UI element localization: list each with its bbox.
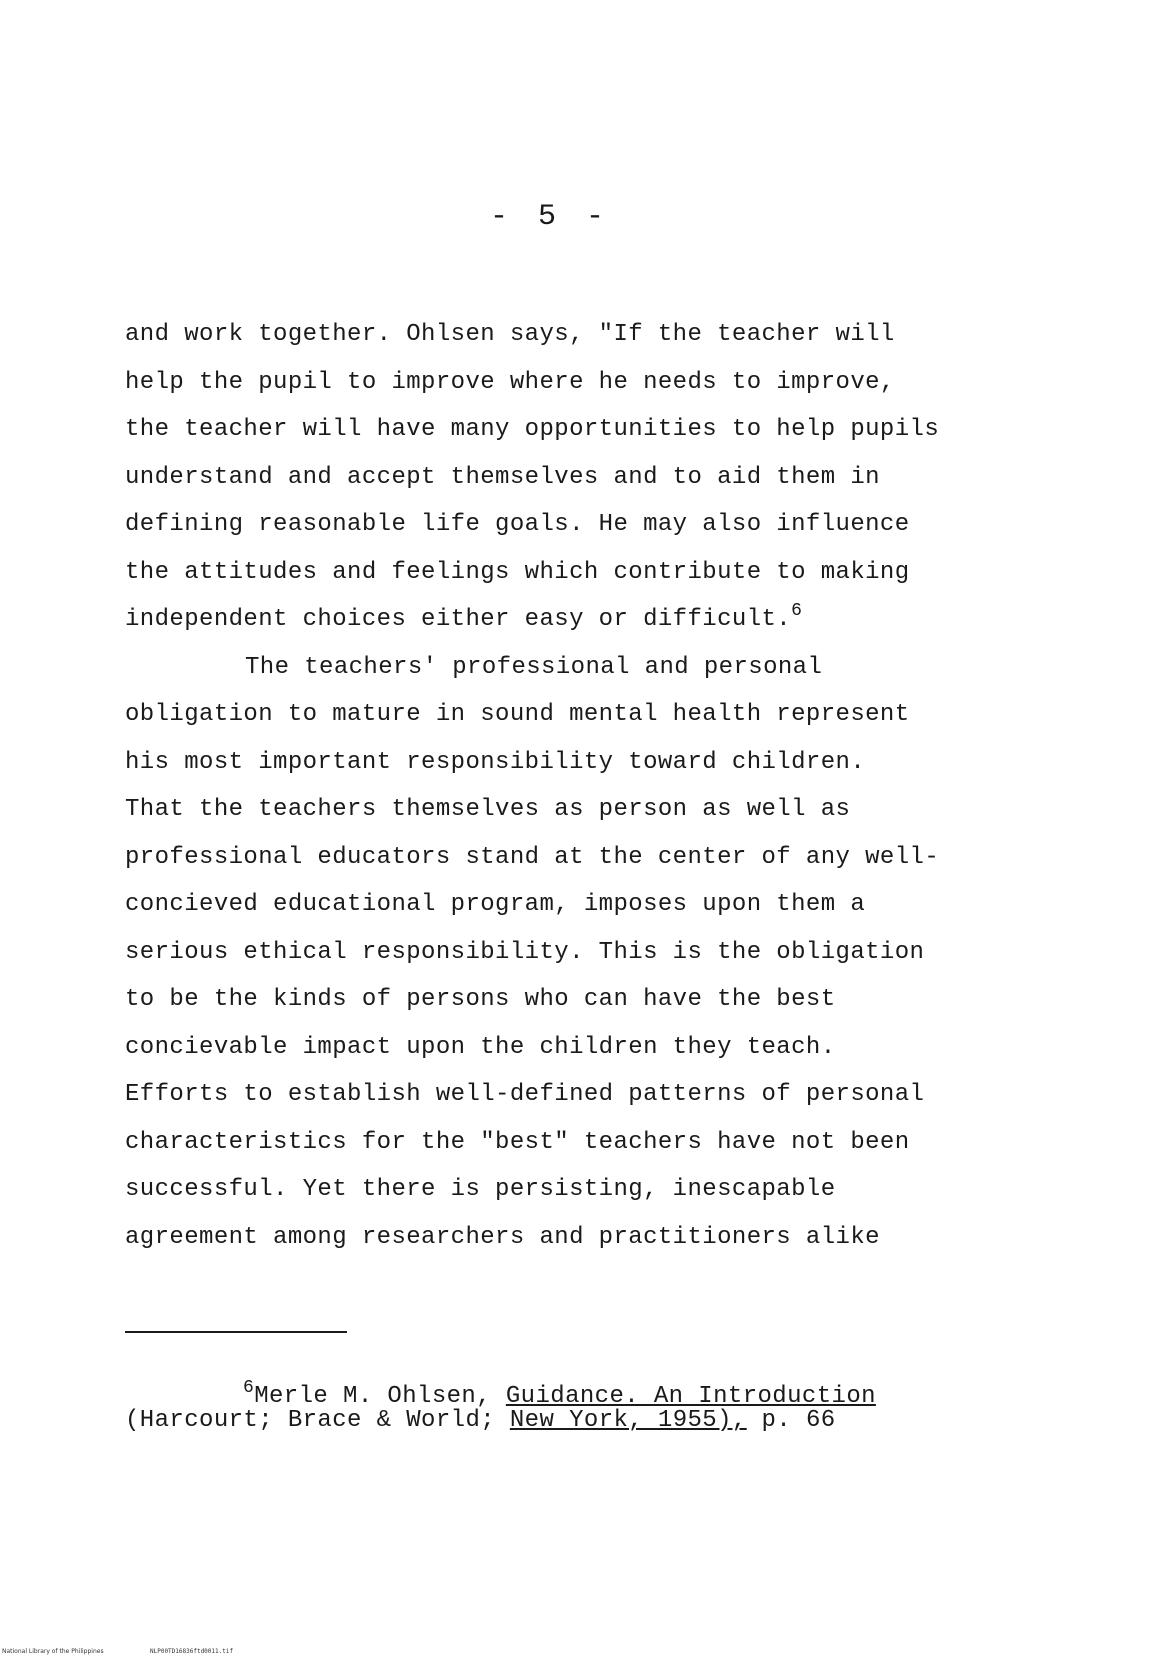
text-line: characteristics for the "best" teachers have not been bbox=[125, 1128, 910, 1156]
footnote-publisher: (Harcourt; Brace & World; bbox=[125, 1407, 496, 1434]
text-line: concievable impact upon the children they teach. bbox=[125, 1033, 836, 1061]
text-line: agreement among researchers and practitioners alike bbox=[125, 1223, 880, 1251]
footnote-title: Guidance. An Introduction bbox=[505, 1383, 876, 1410]
text-line: the teacher will have many opportunities to help pupils bbox=[125, 416, 940, 443]
text-line-with-footnote-ref bbox=[125, 601, 965, 653]
text-line: The teachers' professional and personal bbox=[245, 653, 823, 681]
text-line: help the pupil to improve where he needs to improve, bbox=[125, 368, 895, 396]
footnote-page: p. 66 bbox=[761, 1407, 836, 1434]
footnote-author: Merle M. Ohlsen, bbox=[254, 1383, 492, 1410]
footnote-place-date: New York, 1955), bbox=[509, 1407, 747, 1434]
text-line: Efforts to establish well-defined patterns of personal bbox=[125, 1081, 925, 1108]
text-line: concieved educational program, imposes upon them a bbox=[125, 891, 866, 918]
footnote bbox=[125, 1378, 1025, 1434]
footnote-line-2 bbox=[125, 1409, 1025, 1433]
text-line: serious ethical responsibility. This is the obligation bbox=[125, 938, 925, 966]
text-line: defining reasonable life goals. He may also influence bbox=[125, 511, 910, 538]
file-stamp: NLP00TD16836ftd0011.tif bbox=[150, 1648, 234, 1655]
page-number: - 5 - bbox=[489, 200, 610, 234]
body-text bbox=[125, 320, 965, 1270]
text-line: his most important responsibility toward children. bbox=[125, 748, 866, 776]
text-line: That the teachers themselves as person as well as bbox=[125, 796, 851, 823]
library-stamp: National Library of the Philippines bbox=[2, 1648, 104, 1655]
text-line: successful. Yet there is persisting, inescapable bbox=[125, 1176, 836, 1203]
footnote-marker: 6 bbox=[243, 1378, 255, 1398]
text-line: understand and accept themselves and to aid them in bbox=[125, 463, 880, 491]
text-line: to be the kinds of persons who can have the best bbox=[125, 986, 836, 1013]
footnote-divider bbox=[125, 1331, 347, 1333]
text-line: independent choices either easy or difficult. bbox=[125, 606, 792, 633]
text-line: the attitudes and feelings which contribute to making bbox=[125, 558, 910, 586]
text-line: and work together. Ohlsen says, "If the teacher will bbox=[125, 321, 895, 348]
text-line: professional educators stand at the center of any well- bbox=[125, 843, 940, 871]
text-line: obligation to mature in sound mental health represent bbox=[125, 701, 910, 728]
footnote-reference: 6 bbox=[791, 601, 803, 621]
footnote-line-1 bbox=[125, 1378, 1025, 1410]
